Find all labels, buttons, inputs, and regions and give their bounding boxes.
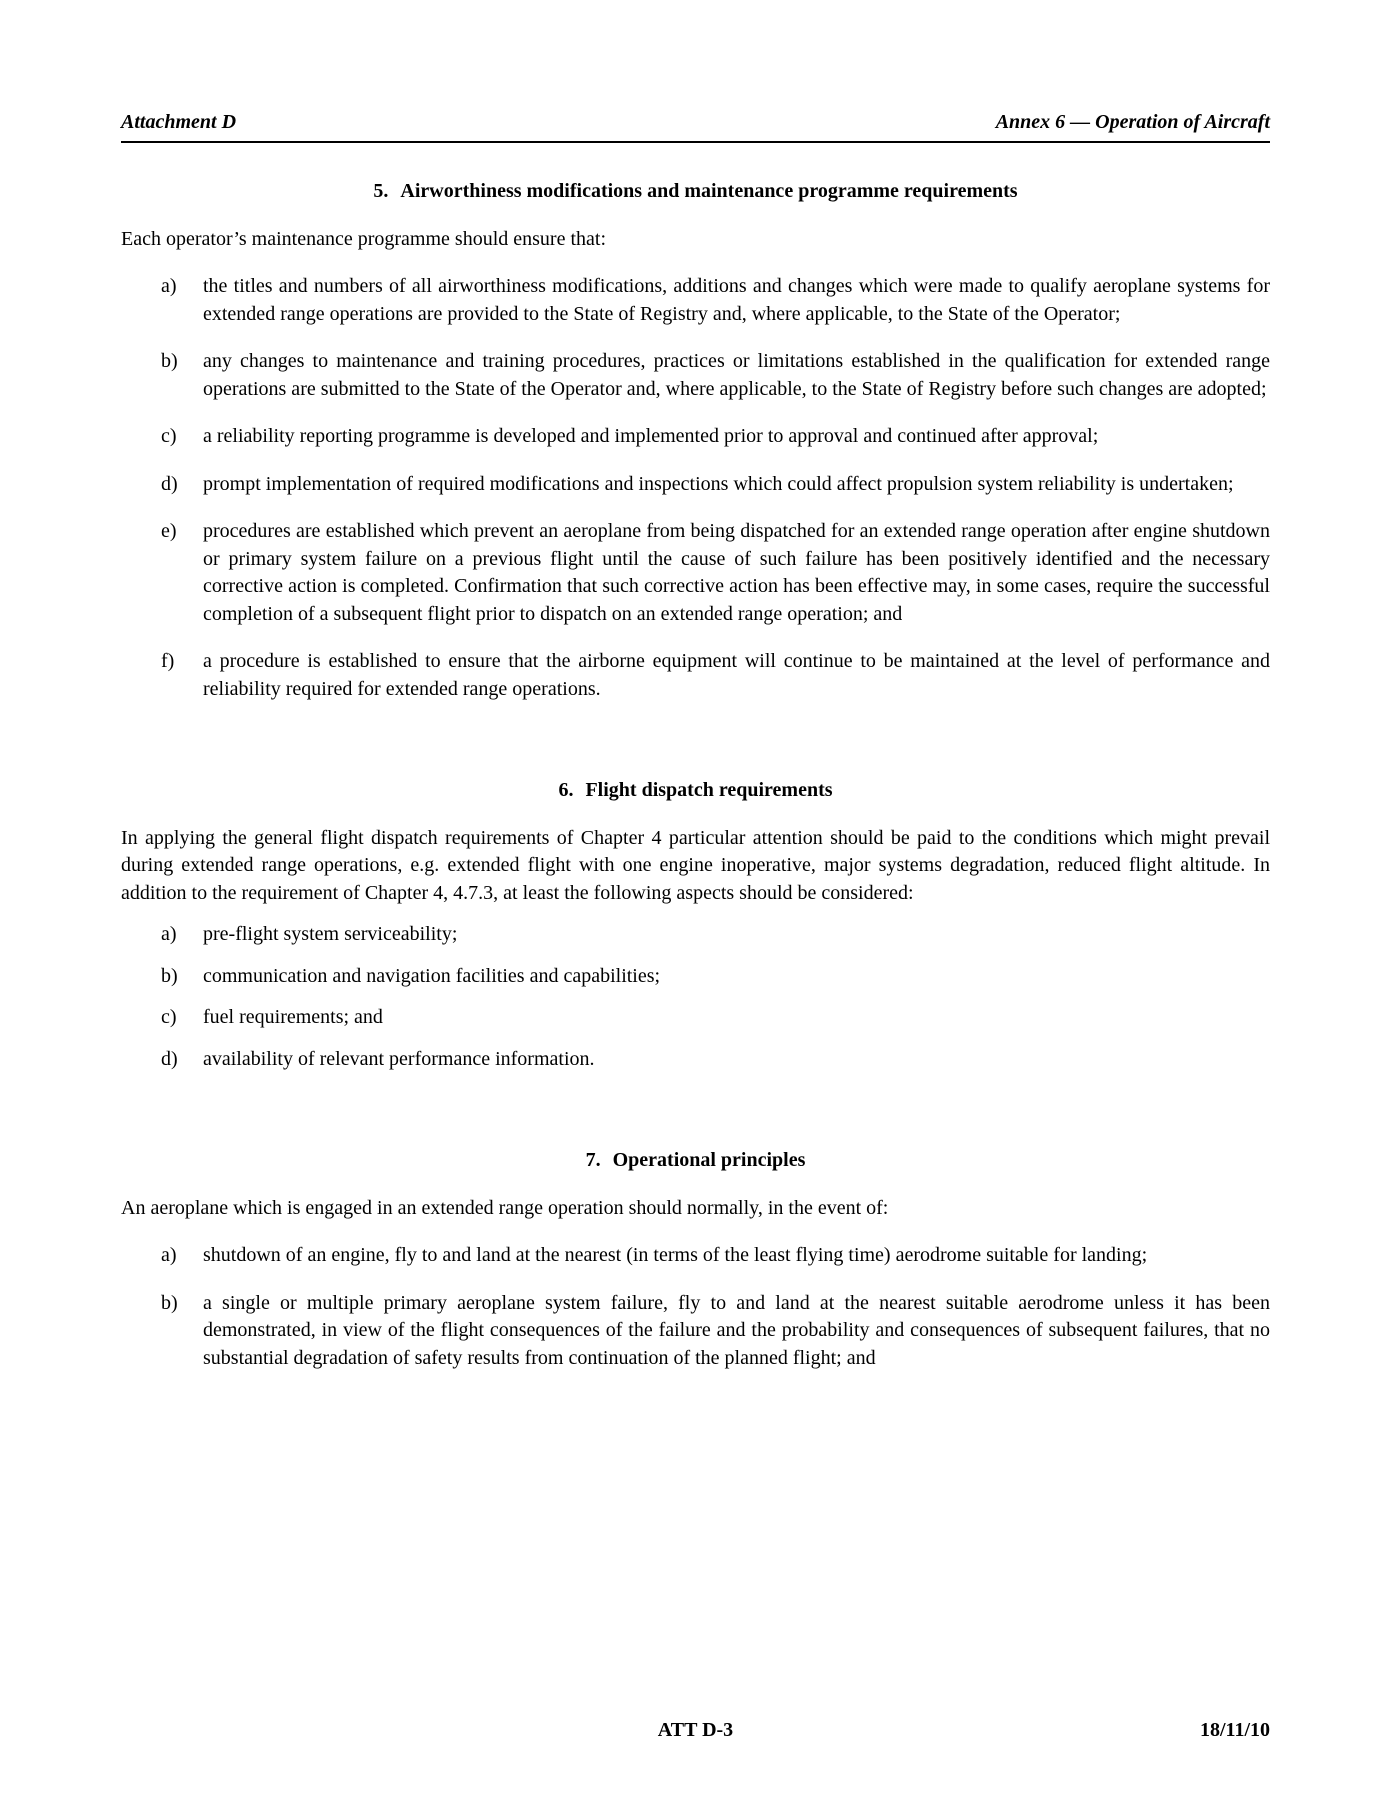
section-intro: Each operator’s maintenance programme should ensure that: [121, 227, 607, 250]
section-heading [121, 1147, 1270, 1175]
section-number: 6. [558, 779, 574, 801]
footer-page-id: ATT D-3 [657, 1719, 734, 1741]
section-number: 5. [373, 180, 389, 202]
section-6 [121, 777, 1270, 1073]
list-marker: f) [161, 650, 175, 672]
list-item [121, 921, 1270, 949]
section-items [121, 1242, 1270, 1372]
footer-date: 18/11/10 [1199, 1719, 1270, 1741]
list-item [121, 1290, 1270, 1373]
header-right-text: Annex 6 — Operation of Aircraft [995, 111, 1270, 133]
list-item-text: shutdown of an engine, fly to and land at the nearest (in terms of the least flying time) aerodrome suitable for landing; [203, 1244, 1148, 1266]
list-item-text: any changes to maintenance and training procedures, practices or limitations established in the qualification for extended range operations are submitted to the State of the Operator and, where applicable, to the State of Registry before such changes are adopted; [203, 350, 1270, 400]
list-item [121, 1242, 1270, 1270]
list-item [121, 273, 1270, 328]
section-heading [121, 777, 1270, 805]
list-item [121, 423, 1270, 451]
header-left-text: Attachment D [121, 111, 237, 133]
list-marker: a) [161, 275, 177, 297]
list-item-text: a reliability reporting programme is developed and implemented prior to approval and continued after approval; [203, 425, 1099, 447]
list-item-text: a single or multiple primary aeroplane system failure, fly to and land at the nearest suitable aerodrome unless it has been demonstrated, in view of the flight consequences of the failure and the probability and consequences of subsequent failures, that no substantial degradation of safety results from continuation of the planned flight; and [203, 1291, 1270, 1369]
document-body [121, 178, 1270, 1372]
list-marker: c) [161, 1006, 177, 1028]
list-item [121, 518, 1270, 628]
list-item-text: the titles and numbers of all airworthiness modifications, additions and changes which were made to qualify aeroplane systems for extended range operations are provided to the State of Registry and, where applicable, to the State of the Operator; [203, 275, 1270, 325]
list-item-text: a procedure is established to ensure that the airborne equipment will continue to be maintained at the level of performance and reliability required for extended range operations. [203, 650, 1270, 700]
list-marker: c) [161, 425, 177, 447]
section-items [121, 921, 1270, 1073]
list-item [121, 648, 1270, 703]
list-item [121, 963, 1270, 991]
list-item-text: pre-flight system serviceability; [203, 923, 458, 945]
section-intro: In applying the general flight dispatch requirements of Chapter 4 particular attention should be paid to the conditions which might prevail during extended range operations, e.g. extended flight with one engine inoperative, major systems degradation, reduced flight altitude. In addition to the requirement of Chapter 4, 4.7.3, at least the following aspects should be considered: [121, 826, 1270, 904]
section-title: Airworthiness modifications and maintenance programme requirements [400, 180, 1018, 202]
list-item [121, 1046, 1270, 1074]
document-page [121, 0, 1270, 1800]
page-footer [121, 1717, 1270, 1743]
section-title: Operational principles [612, 1149, 806, 1171]
section-5 [121, 178, 1270, 703]
list-item-text: procedures are established which prevent an aeroplane from being dispatched for an extended range operation after engine shutdown or primary system failure on a previous flight until the cause of such failure has been positively identified and the necessary corrective action is completed. Confirmation that such corrective action has been effective may, in some cases, require the successful completion of a subsequent flight prior to dispatch on an extended range operation; and [203, 520, 1270, 625]
list-marker: a) [161, 923, 177, 945]
header-rule [121, 141, 1270, 143]
running-header [121, 110, 1270, 134]
list-item-text: availability of relevant performance information. [203, 1047, 595, 1070]
section-items [121, 273, 1270, 703]
list-marker: a) [161, 1244, 177, 1266]
list-item [121, 348, 1270, 403]
list-item-text: prompt implementation of required modifications and inspections which could affect propulsion system reliability is undertaken; [203, 472, 1234, 495]
list-marker: b) [161, 964, 178, 987]
section-number: 7. [585, 1149, 601, 1171]
list-marker: b) [161, 1291, 178, 1314]
list-item [121, 1004, 1270, 1032]
list-marker: b) [161, 350, 178, 372]
list-marker: d) [161, 472, 178, 495]
list-item-text: fuel requirements; and [203, 1006, 383, 1028]
list-marker: e) [161, 520, 177, 542]
section-intro: An aeroplane which is engaged in an extended range operation should normally, in the event of: [121, 1196, 889, 1219]
list-item-text: communication and navigation facilities and capabilities; [203, 964, 661, 987]
list-marker: d) [161, 1047, 178, 1070]
section-7 [121, 1147, 1270, 1372]
list-item [121, 471, 1270, 499]
section-heading [121, 178, 1270, 206]
section-title: Flight dispatch requirements [585, 779, 833, 801]
